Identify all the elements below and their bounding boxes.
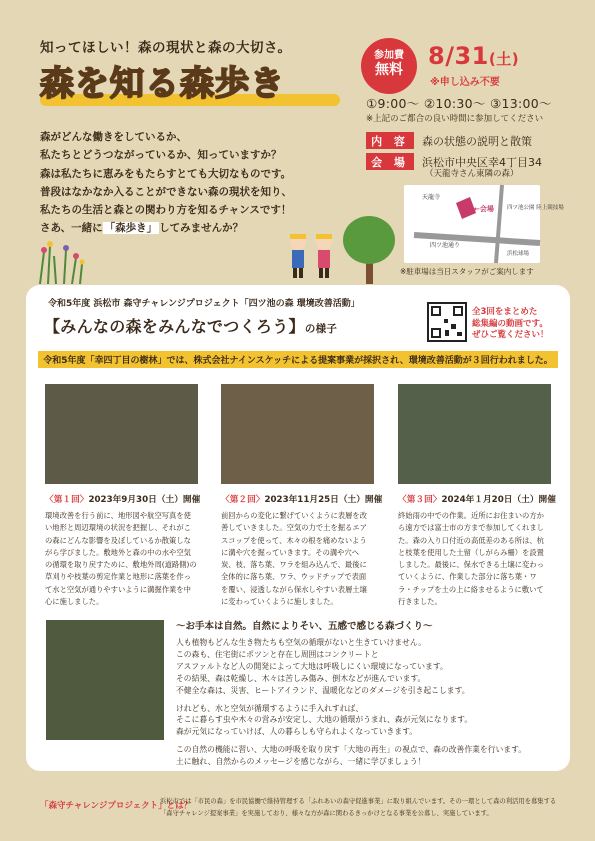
event-weekday: (土) <box>488 50 520 68</box>
qr-note <box>472 307 549 342</box>
session-3-body: 終始雨の中での作業。近所にお住まいの方から遠方では富士市の方まで参加してくれました。森の入り口付近の高低差のある所は、杭と枝葉を使用した土留（しがらみ柵）を設置しました。最後に、保水できる土壌に変わっていくように、作業した部分に落ち葉・ワラ・チップを土の上に絡ませるように敷いて行きました。 <box>398 511 544 607</box>
bottom-line: 土に触れ、自然からのメッセージを感じながら、一緒に学びましょう！ <box>176 757 426 767</box>
no-application-note: ※申し込み不要 <box>430 77 500 88</box>
project-banner: 令和5年度「幸四丁目の樹林」では、株式会社ナインスケッチによる提案事業が採択され、環境改善活動が３回行われました。 <box>38 351 558 368</box>
content-value: 森の状態の説明と散策 <box>422 134 532 148</box>
map-label-stadium: 浜松球場 <box>507 251 530 257</box>
venue-map <box>404 185 564 263</box>
session-date: 2023年11月25日（土）開催 <box>264 495 383 505</box>
event-date <box>428 42 519 70</box>
bottom-line: アスファルトなど人の開発によって大地は呼吸しにくい環境になっています。 <box>176 661 448 671</box>
intro-line6-pre: さあ、一緒に <box>40 222 103 235</box>
map-label-road: 四ツ池通り <box>430 242 461 249</box>
forest-photo <box>46 620 164 740</box>
bottom-line: 森が元気になっていけば、人の暮らしも守られよくなっていきます。 <box>176 727 418 737</box>
map-venue-marker <box>456 197 476 219</box>
session-date: 2024年１月20日（土）開催 <box>441 495 556 505</box>
intro-line: 私たちとどうつながっているか、知っていますか？ <box>40 149 282 162</box>
session-1-title <box>45 493 200 505</box>
session-tag: 〈第３回〉 <box>398 495 442 505</box>
session-1-body: 環境改善を行う前に、地形図や航空写真を使い地形と周辺環境の状況を把握し、それがこの森にどんな影響を及ぼしているか散策しながら学びました。敷地外と森の中の水や空気の循環を取り戻すために、敷地外周(道路側)の草刈りや枝葉の剪定作業と地形に落葉を作って水と空気が通りやすいように溝掘作業を中心に施しました。 <box>45 511 197 607</box>
bottom-line: その結果、森は乾燥し、木々は苦しみ傷み、倒木などが進んでいます。 <box>176 673 426 683</box>
tree-icon <box>343 216 395 284</box>
time-note: ※上記のご都合の良い時間に参加してください <box>366 114 544 124</box>
free-badge <box>361 38 417 94</box>
bottom-line: そこに暮らす虫や木々の営みが安定し、大地の循環がうまれ、森が元気になります。 <box>176 715 473 725</box>
qr-note-line: ぜひご覧ください！ <box>472 330 549 340</box>
intro-line: 森は私たちに恵みをもたらすとても大切なものです。 <box>40 167 292 180</box>
map-label-venue: ←会場 <box>474 205 494 213</box>
session-tag: 〈第１回〉 <box>45 495 89 505</box>
intro-line: 森がどんな働きをしているか、 <box>40 131 187 143</box>
bottom-line: この森も、住宅街にポツンと存在し周囲はコンクリートと <box>176 649 379 659</box>
session-date: 2023年9月30日（土）開催 <box>88 495 201 505</box>
character-icon <box>316 234 332 278</box>
session-3-photo <box>398 384 551 484</box>
event-date-value: 8/31 <box>428 42 489 70</box>
content-row <box>366 132 532 149</box>
session-1-photo <box>45 384 198 484</box>
badge-free-label: 無料 <box>375 62 403 78</box>
map-label-park: 四ツ池公園 陸上競技場 <box>507 205 564 211</box>
project-title-suffix: の様子 <box>304 323 338 335</box>
project-title <box>44 314 337 337</box>
bottom-body <box>176 637 548 768</box>
footer-label: 「森守チャレンジプロジェクト」とは？ <box>40 801 193 811</box>
decorative-illustration <box>36 212 406 284</box>
intro-line: 私たちの生活と森との関わり方を知るチャンスです！ <box>40 204 292 217</box>
event-times: ①9:00～ ②10:30～ ③13:00～ <box>366 96 552 111</box>
session-2-title <box>221 493 382 505</box>
bottom-line: 不健全な森は、災害、ヒートアイランド、温暖化などのダメージを引き起こします。 <box>176 685 470 695</box>
session-3-title <box>398 493 556 505</box>
map-side-road <box>496 185 502 263</box>
content-label: 内 容 <box>366 132 414 149</box>
character-icon <box>290 234 306 278</box>
parking-note: ※駐車場は当日スタッフがご案内します <box>400 267 534 276</box>
bottom-line: 人も植物もどんな生き物たちも空気の循環がないと生きていけません。 <box>176 638 426 647</box>
intro-highlight: 「森歩き」 <box>104 222 158 235</box>
badge-fee-label: 参加費 <box>374 50 404 61</box>
session-2-body: 前回からの変化に繋げていくように表層を改善していきました。空気の力で土を掘るエアスコップを使って、木々の根を痛めないように溝や穴を掘っていきます。その溝や穴へ炭、枝、落ち葉、ワラを組み込んで、最後に全体的に落ち葉、ワラ、ウッドチップで表面を覆い、浸透しながら保水しやすい表層土壌に変わっていくように施しました。 <box>221 511 367 607</box>
venue-label: 会 場 <box>366 153 414 170</box>
project-subtitle: 令和5年度 浜松市 森守チャレンジプロジェクト「四ツ池の森 環境改善活動」 <box>48 299 360 309</box>
footer-body: 浜松市では「市民の森」を市民協働で維持管理する「ふれあいの森守促進事業」に取り組んでいます。その一環として森の利活用を募集する「森守チャレンジ提案事業」を実施しており、様々な方が森に関わるきっかけとなる事業を公募し、実施しています。 <box>160 798 557 817</box>
bottom-heading: ～お手本は自然。自然によりそい、五感で感じる森づくり～ <box>176 621 433 632</box>
intro-line6-post: してみませんか？ <box>159 222 244 235</box>
session-2-photo <box>221 384 374 484</box>
project-title-main: 【みんなの森をみんなでつくろう】 <box>44 317 305 336</box>
session-tag: 〈第２回〉 <box>221 495 265 505</box>
tagline: 知ってほしい！森の現状と森の大切さ。 <box>40 40 292 56</box>
bottom-line: けれども、水と空気が循環するように手入れすれば、 <box>176 703 364 713</box>
qr-note-line: 総集編の動画です。 <box>472 318 548 329</box>
qr-code-icon <box>429 304 465 340</box>
plants-illustration <box>40 241 85 284</box>
intro-line: 普段はなかなか入ることができない森の現状を知り、 <box>40 185 292 198</box>
map-svg <box>404 185 564 263</box>
page-title: 森を知る森歩き <box>40 64 285 104</box>
venue-value: 浜松市中央区幸4丁目34 <box>422 155 542 169</box>
venue-sub: （天龍寺さん東隣の森） <box>425 169 519 179</box>
qr-code[interactable] <box>427 302 467 342</box>
bottom-line: この自然の機能に習い、大地の呼吸を取り戻す「大地の再生」の視点で、森の改善作業を行います。 <box>176 745 527 755</box>
map-label-tenryuji: 天龍寺 <box>422 194 441 201</box>
qr-note-line: 全3回をまとめた <box>472 307 538 317</box>
